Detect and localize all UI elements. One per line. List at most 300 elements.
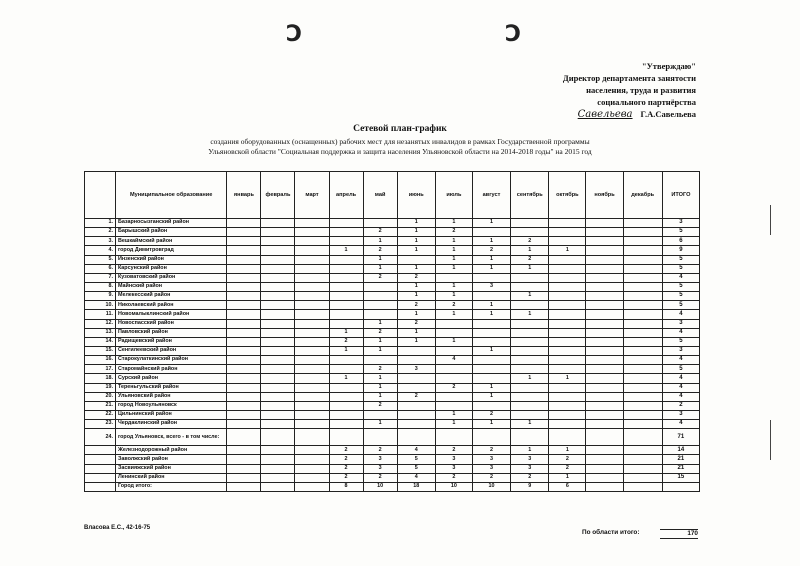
punch-hole-right: Ↄ [505,22,522,47]
table-row [85,282,700,291]
table-row [85,301,700,310]
month-cell: 2 [435,473,472,482]
month-cell [295,255,329,264]
month-cell: 1 [472,420,510,429]
table-row [85,337,700,346]
municipality-name: Карсунский район [115,264,226,273]
table-row [85,420,700,429]
month-cell [435,374,472,383]
month-cell [623,401,662,410]
month-cell: 2 [329,337,363,346]
row-number: 1. [85,219,116,228]
row-number: 15. [85,346,116,355]
header-municipality: Муниципальное образование [115,172,226,219]
punch-hole-left: Ↄ [286,22,303,47]
month-cell [435,401,472,410]
month-cell [623,374,662,383]
month-cell [435,273,472,282]
month-cell: 1 [397,282,435,291]
month-cell: 10 [472,482,510,491]
row-total: 21 [662,455,699,464]
month-cell [549,255,586,264]
month-cell [435,328,472,337]
month-cell [397,410,435,419]
month-cell: 1 [435,310,472,319]
month-cell: 1 [397,246,435,255]
month-cell [586,374,623,383]
table-body [85,219,700,492]
month-cell [586,392,623,401]
month-cell [295,282,329,291]
month-cell [329,264,363,273]
month-cell [586,473,623,482]
month-cell [511,346,549,355]
month-cell: 4 [397,473,435,482]
municipality-name: Николаевский район [115,301,226,310]
month-cell [295,310,329,319]
municipality-name: Сурский район [115,374,226,383]
month-cell: 2 [511,255,549,264]
month-cell [549,301,586,310]
month-cell [586,264,623,273]
month-cell [261,374,295,383]
month-cell [261,255,295,264]
month-cell [549,328,586,337]
row-number: 3. [85,237,116,246]
month-cell: 1 [472,346,510,355]
table-row-district [85,446,700,455]
month-cell: 4 [397,446,435,455]
month-cell: 3 [472,282,510,291]
month-cell [295,292,329,301]
table-row [85,356,700,365]
month-cell [329,383,363,392]
month-cell [435,346,472,355]
month-cell: 1 [435,264,472,273]
month-cell: 1 [435,237,472,246]
month-cell [227,356,261,365]
month-cell [261,455,295,464]
month-cell: 2 [363,446,397,455]
month-cell: 1 [435,255,472,264]
municipality-name: Сенгилеевский район [115,346,226,355]
row-number [85,482,116,491]
header-month: апрель [329,172,363,219]
month-cell [329,219,363,228]
month-cell [623,482,662,491]
header-month: июнь [397,172,435,219]
month-cell [329,301,363,310]
month-cell [472,429,510,446]
row-number: 12. [85,319,116,328]
row-number: 24. [85,429,116,446]
month-cell: 1 [472,310,510,319]
month-cell: 5 [397,455,435,464]
month-cell [623,246,662,255]
row-number [85,464,116,473]
month-cell [227,228,261,237]
month-cell [261,356,295,365]
month-cell [586,237,623,246]
month-cell: 2 [511,473,549,482]
month-cell [549,401,586,410]
month-cell [472,374,510,383]
month-cell [227,446,261,455]
month-cell: 1 [397,264,435,273]
month-cell [295,420,329,429]
month-cell [261,410,295,419]
month-cell: 1 [435,282,472,291]
row-number: 8. [85,282,116,291]
row-total: 3 [662,219,699,228]
month-cell [295,365,329,374]
month-cell [549,273,586,282]
month-cell: 3 [363,455,397,464]
row-number: 22. [85,410,116,419]
row-number: 11. [85,310,116,319]
table-row-district [85,473,700,482]
month-cell [623,328,662,337]
approval-signature-line [563,108,696,121]
table-row [85,310,700,319]
month-cell: 1 [435,292,472,301]
table-row [85,365,700,374]
month-cell [623,473,662,482]
month-cell: 3 [472,464,510,473]
month-cell [586,292,623,301]
approval-line1: Директор департамента занятости [562,73,696,83]
month-cell: 2 [472,446,510,455]
row-total: 3 [662,319,699,328]
row-number: 19. [85,383,116,392]
document-title: Сетевой план-график [353,124,447,134]
approval-stamp: "Утверждаю" [641,61,696,71]
month-cell: 1 [472,392,510,401]
month-cell: 1 [511,374,549,383]
month-cell: 2 [363,401,397,410]
month-cell [295,237,329,246]
month-cell [623,464,662,473]
month-cell [295,429,329,446]
row-total: 4 [662,356,699,365]
month-cell [227,420,261,429]
table-row-district [85,464,700,473]
month-cell [397,255,435,264]
month-cell [295,228,329,237]
month-cell: 1 [511,246,549,255]
month-cell [329,365,363,374]
month-cell [329,228,363,237]
month-cell [329,310,363,319]
row-total [662,482,699,491]
month-cell [227,328,261,337]
district-name: Засвияжский район [115,464,226,473]
month-cell [472,328,510,337]
month-cell [295,346,329,355]
row-total: 14 [662,446,699,455]
row-total: 2 [662,401,699,410]
month-cell [227,237,261,246]
month-cell [511,228,549,237]
month-cell [623,237,662,246]
municipality-name: Новоспасский район [115,319,226,328]
month-cell [549,429,586,446]
month-cell: 2 [397,273,435,282]
month-cell: 2 [472,473,510,482]
month-cell [261,365,295,374]
month-cell: 2 [397,319,435,328]
month-cell: 1 [363,337,397,346]
month-cell [472,337,510,346]
month-cell [623,410,662,419]
month-cell: 1 [397,328,435,337]
month-cell: 10 [435,482,472,491]
month-cell: 1 [435,246,472,255]
month-cell [549,310,586,319]
month-cell: 1 [511,292,549,301]
row-total: 15 [662,473,699,482]
month-cell: 1 [363,383,397,392]
month-cell [586,282,623,291]
author-contact: Власова Е.С., 42-16-75 [84,525,151,531]
row-total: 4 [662,420,699,429]
month-cell: 1 [397,310,435,319]
month-cell: 2 [435,301,472,310]
month-cell [549,346,586,355]
month-cell [295,446,329,455]
month-cell [549,292,586,301]
month-cell: 1 [511,420,549,429]
month-cell [261,228,295,237]
month-cell [329,429,363,446]
month-cell [295,273,329,282]
approval-block [563,60,696,121]
month-cell: 5 [397,464,435,473]
month-cell: 6 [549,482,586,491]
month-cell [472,228,510,237]
month-cell [397,401,435,410]
month-cell [227,319,261,328]
month-cell [227,282,261,291]
municipality-name: город Ульяновск, всего - в том числе: [115,429,226,446]
month-cell [363,219,397,228]
municipality-name: Вешкаймский район [115,237,226,246]
month-cell [586,356,623,365]
month-cell [261,473,295,482]
row-total: 3 [662,346,699,355]
scan-edge-mark [770,205,771,235]
row-total: 5 [662,365,699,374]
month-cell: 1 [549,246,586,255]
month-cell [549,264,586,273]
table-row [85,319,700,328]
month-cell [227,429,261,446]
municipality-name: Мелекесский район [115,292,226,301]
table-row [85,273,700,282]
scan-edge-mark [770,420,771,460]
month-cell [295,328,329,337]
table-row [85,392,700,401]
month-cell [227,410,261,419]
month-cell [549,337,586,346]
row-number: 16. [85,356,116,365]
month-cell [586,464,623,473]
month-cell [623,420,662,429]
month-cell [623,301,662,310]
month-cell [586,255,623,264]
month-cell: 1 [472,301,510,310]
row-number: 17. [85,365,116,374]
table-row [85,374,700,383]
month-cell: 1 [329,328,363,337]
municipality-name: Павловский район [115,328,226,337]
month-cell [329,392,363,401]
row-total: 5 [662,228,699,237]
row-total: 4 [662,392,699,401]
month-cell: 2 [329,464,363,473]
month-cell [472,356,510,365]
month-cell: 1 [397,292,435,301]
month-cell: 1 [329,246,363,255]
month-cell [623,446,662,455]
month-cell [623,383,662,392]
row-total: 4 [662,273,699,282]
month-cell [295,482,329,491]
month-cell [261,264,295,273]
month-cell [586,319,623,328]
month-cell: 1 [363,346,397,355]
header-month: май [363,172,397,219]
month-cell [295,455,329,464]
month-cell [586,273,623,282]
month-cell [295,219,329,228]
month-cell: 1 [549,473,586,482]
month-cell [549,228,586,237]
month-cell [329,282,363,291]
month-cell [586,346,623,355]
municipality-name: Радищевский район [115,337,226,346]
month-cell [397,420,435,429]
month-cell [227,246,261,255]
month-cell [295,401,329,410]
month-cell: 2 [397,392,435,401]
month-cell: 2 [329,455,363,464]
month-cell: 2 [549,464,586,473]
table-row [85,219,700,228]
month-cell [586,401,623,410]
month-cell [511,219,549,228]
month-cell [549,365,586,374]
row-number: 6. [85,264,116,273]
month-cell: 1 [363,392,397,401]
month-cell: 2 [397,301,435,310]
month-cell: 3 [435,464,472,473]
month-cell [623,365,662,374]
row-total: 5 [662,264,699,273]
month-cell: 1 [363,420,397,429]
municipality-name: Старокулаткинский район [115,356,226,365]
month-cell [329,420,363,429]
month-cell: 1 [472,219,510,228]
month-cell: 1 [435,410,472,419]
month-cell [227,346,261,355]
month-cell [623,310,662,319]
month-cell: 1 [549,446,586,455]
month-cell [227,255,261,264]
month-cell: 3 [363,464,397,473]
month-cell: 2 [472,410,510,419]
row-number: 21. [85,401,116,410]
header-month: март [295,172,329,219]
month-cell [295,319,329,328]
month-cell [295,374,329,383]
month-cell [397,429,435,446]
month-cell [623,264,662,273]
month-cell [261,392,295,401]
month-cell [397,346,435,355]
month-cell [261,301,295,310]
month-cell [329,255,363,264]
month-cell [295,301,329,310]
subtitle-line1: создания оборудованных (оснащенных) рабочих мест для незанятых инвалидов в рамках Государственной программы [210,137,590,146]
month-cell: 2 [363,228,397,237]
row-number: 18. [85,374,116,383]
municipality-name: город Новоульяновск [115,401,226,410]
month-cell [623,356,662,365]
month-cell [261,219,295,228]
month-cell: 1 [363,264,397,273]
month-cell [472,365,510,374]
row-number [85,473,116,482]
table-row [85,255,700,264]
table-row [85,246,700,255]
month-cell [261,337,295,346]
row-total: 4 [662,328,699,337]
row-number: 5. [85,255,116,264]
month-cell: 1 [472,255,510,264]
month-cell [586,328,623,337]
month-cell: 4 [435,356,472,365]
month-cell [397,356,435,365]
table-row [85,237,700,246]
table-row [85,401,700,410]
region-total-label: По области итого: [582,529,640,536]
month-cell [435,392,472,401]
row-number: 7. [85,273,116,282]
month-cell [227,392,261,401]
month-cell: 3 [435,455,472,464]
month-cell [363,310,397,319]
municipality-name: Новомалыклинский район [115,310,226,319]
month-cell [329,273,363,282]
table-row [85,228,700,237]
municipality-name: Ульяновский район [115,392,226,401]
row-number: 9. [85,292,116,301]
month-cell [227,310,261,319]
month-cell [227,401,261,410]
month-cell: 18 [397,482,435,491]
month-cell: 1 [397,337,435,346]
month-cell [261,319,295,328]
month-cell [623,292,662,301]
month-cell: 2 [549,455,586,464]
month-cell [261,237,295,246]
month-cell: 1 [363,374,397,383]
month-cell [472,401,510,410]
month-cell: 1 [397,228,435,237]
month-cell: 2 [363,473,397,482]
month-cell: 1 [397,237,435,246]
